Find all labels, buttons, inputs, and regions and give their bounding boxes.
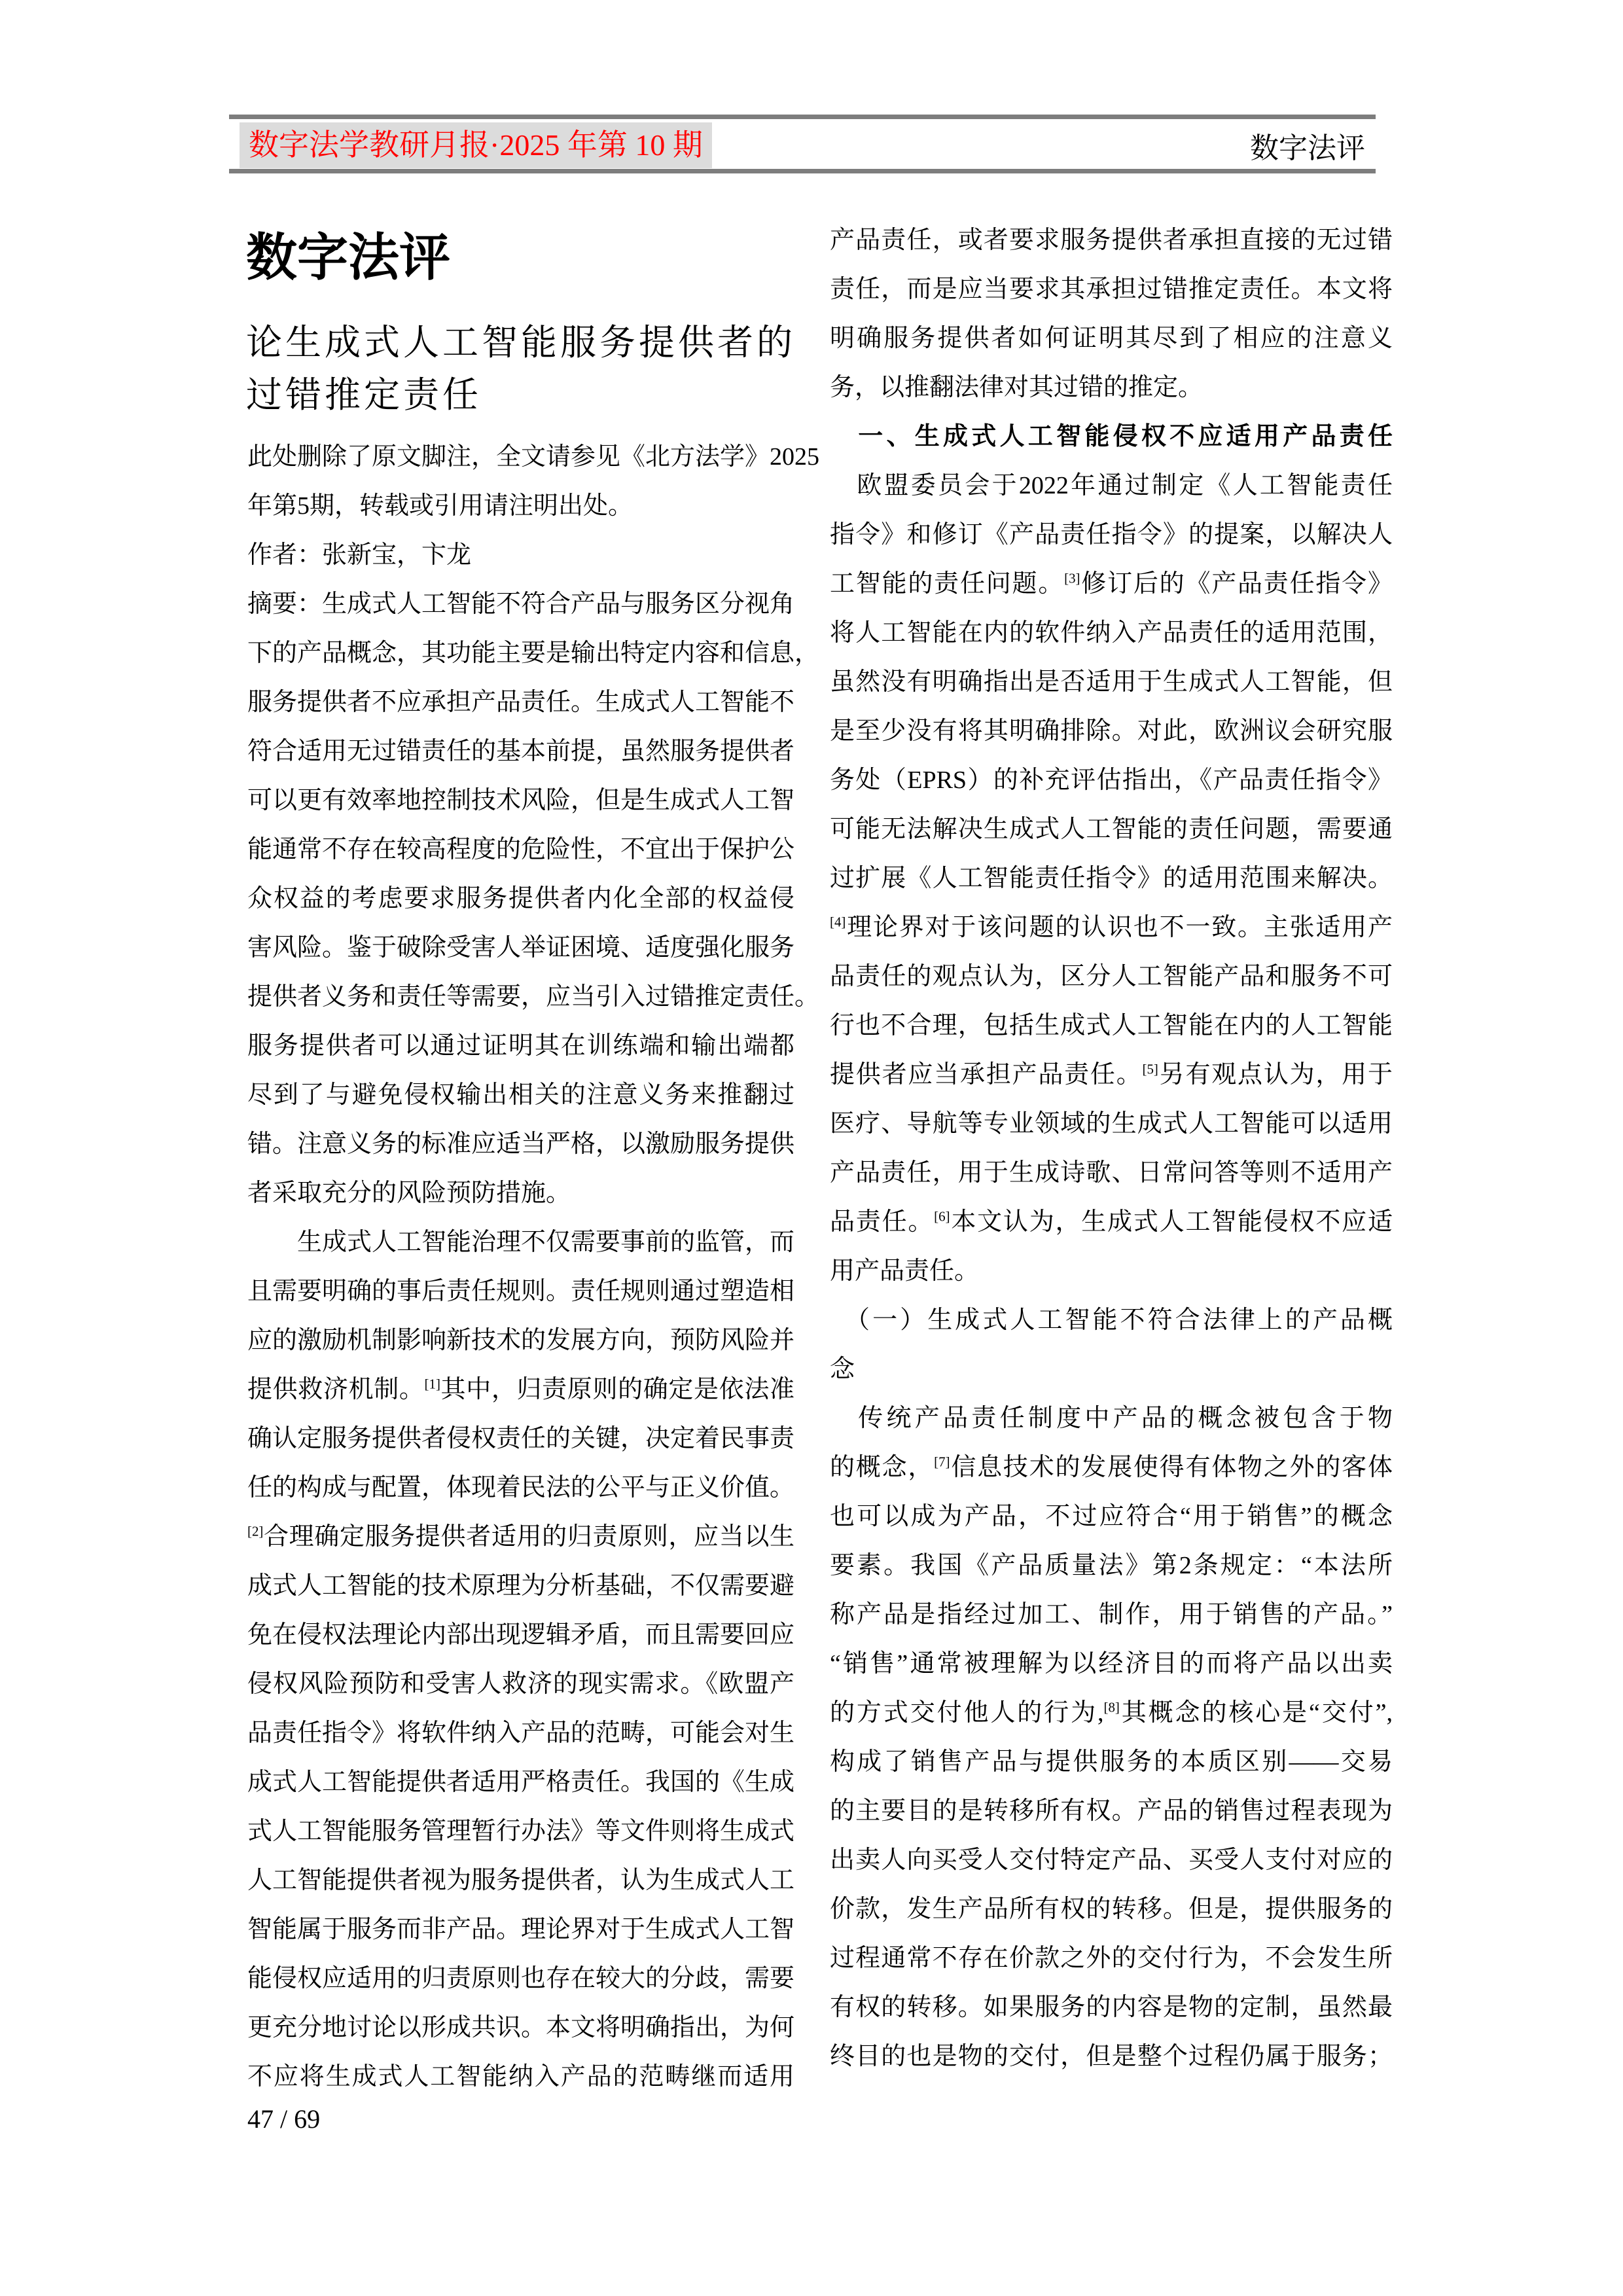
- header-section-label: 数字法评: [1250, 132, 1365, 164]
- text-line: 众权益的考虑要求服务提供者内化全部的权益侵: [247, 885, 794, 912]
- article-subtitle: [246, 317, 796, 422]
- text-line: 终目的也是物的交付，但是整个过程仍属于服务；: [830, 2043, 1393, 2070]
- text-line: （一）生成式人工智能不符合法律上的产品概: [830, 1306, 1393, 1334]
- text-line: 的方式交付他人的行为,[8]其概念的核心是“交付”,: [830, 1699, 1393, 1727]
- text-line: [4]理论界对于该问题的认识也不一致。主张适用产: [830, 914, 1393, 941]
- text-line: 式人工智能服务管理暂行办法》等文件则将生成式: [247, 1818, 795, 1845]
- text-line: 生成式人工智能治理不仅需要事前的监管，而: [247, 1229, 795, 1256]
- text-line: 务，以推翻法律对其过错的推定。: [830, 374, 1204, 401]
- text-line: 错。注意义务的标准应适当严格，以激励服务提供: [247, 1130, 795, 1158]
- text-line: 提供者应当承担产品责任。[5]另有观点认为，用于: [830, 1061, 1393, 1088]
- text-line: 尽到了与避免侵权输出相关的注意义务来推翻过: [247, 1081, 794, 1109]
- text-line: 可能无法解决生成式人工智能的责任问题，需要通: [830, 816, 1393, 843]
- text-line: 者采取充分的风险预防措施。: [247, 1179, 571, 1207]
- page-title: 数字法评: [246, 228, 451, 286]
- text-line: 工智能的责任问题。[3]修订后的《产品责任指令》: [830, 570, 1393, 598]
- text-line: 要素。我国《产品质量法》第2条规定：“本法所: [830, 1552, 1393, 1579]
- text-line: 的主要目的是转移所有权。产品的销售过程表现为: [830, 1797, 1393, 1825]
- text-line: 产品责任，或者要求服务提供者承担直接的无过错: [830, 226, 1393, 254]
- text-line: 智能属于服务而非产品。理论界对于生成式人工智: [247, 1916, 795, 1943]
- text-line: 将人工智能在内的软件纳入产品责任的适用范围，: [830, 619, 1393, 647]
- left-column: [247, 433, 820, 2102]
- journal-header-highlight: 数字法学教研月报·2025 年第 10 期: [240, 122, 712, 168]
- text-line: 能通常不存在较高程度的危险性，不宜出于保护公: [247, 836, 795, 863]
- text-line: 品责任的观点认为，区分人工智能产品和服务不可: [830, 963, 1393, 990]
- text-line: 提供者义务和责任等需要，应当引入过错推定责任。: [247, 983, 820, 1011]
- text-line: 成式人工智能提供者适用严格责任。我国的《生成: [247, 1768, 795, 1796]
- text-line: 符合适用无过错责任的基本前提，虽然服务提供者: [247, 738, 795, 765]
- text-line: 称产品是指经过加工、制作，用于销售的产品。”: [830, 1601, 1393, 1628]
- text-line: 且需要明确的事后责任规则。责任规则通过塑造相: [247, 1278, 795, 1305]
- text-line: 是至少没有将其明确排除。对此，欧洲议会研究服: [830, 717, 1393, 745]
- text-line: 也可以成为产品，不过应符合“用于销售”的概念: [830, 1503, 1393, 1530]
- text-line: 应的激励机制影响新技术的发展方向，预防风险并: [247, 1327, 795, 1354]
- text-line: 年第5期，转载或引用请注明出处。: [247, 492, 633, 520]
- heading-line: 一、生成式人工智能侵权不应适用产品责任: [830, 423, 1393, 450]
- text-line: 品责任指令》将软件纳入产品的范畴，可能会对生: [247, 1719, 795, 1747]
- text-line: 免在侵权法理论内部出现逻辑矛盾，而且需要回应: [247, 1621, 795, 1649]
- text-line: 任的构成与配置，体现着民法的公平与正义价值。: [247, 1474, 795, 1501]
- text-line: 有权的转移。如果服务的内容是物的定制，虽然最: [830, 1994, 1393, 2021]
- text-line: 更充分地讨论以形成共识。本文将明确指出，为何: [247, 2014, 795, 2041]
- text-line: 可以更有效率地控制技术风险，但是生成式人工智: [247, 787, 795, 814]
- text-line: 此处删除了原文脚注，全文请参见《北方法学》2025: [247, 443, 820, 471]
- text-line: 害风险。鉴于破除受害人举证困境、适度强化服务: [247, 934, 795, 961]
- text-line: “销售”通常被理解为以经济目的而将产品以出卖: [830, 1650, 1393, 1677]
- article-subtitle-line: 过错推定责任: [246, 375, 482, 415]
- page-number: 47 / 69: [247, 2104, 321, 2134]
- text-line: 能侵权应适用的归责原则也存在较大的分歧，需要: [247, 1965, 795, 1992]
- text-line: 虽然没有明确指出是否适用于生成式人工智能，但: [830, 668, 1393, 696]
- text-line: 指令》和修订《产品责任指令》的提案，以解决人: [830, 521, 1393, 548]
- text-line: 明确服务提供者如何证明其尽到了相应的注意义: [830, 325, 1393, 352]
- header-rule-top: [229, 115, 1376, 119]
- text-line: 成式人工智能的技术原理为分析基础，不仅需要避: [247, 1572, 795, 1600]
- text-line: 过程通常不存在价款之外的交付行为，不会发生所: [830, 1945, 1393, 1972]
- text-line: 品责任。[6]本文认为，生成式人工智能侵权不应适: [830, 1208, 1393, 1236]
- text-line: 的概念，[7]信息技术的发展使得有体物之外的客体: [830, 1454, 1393, 1481]
- article-subtitle-line: 论生成式人工智能服务提供者的: [246, 323, 796, 363]
- text-line: 责任，而是应当要求其承担过错推定责任。本文将: [830, 276, 1393, 303]
- right-column: [830, 216, 1393, 2081]
- text-line: 价款，发生产品所有权的转移。但是，提供服务的: [830, 1895, 1393, 1923]
- text-line: 提供救济机制。[1]其中，归责原则的确定是依法准: [247, 1376, 794, 1403]
- text-line: 侵权风险预防和受害人救济的现实需求。《欧盟产: [247, 1670, 794, 1698]
- text-line: 念: [830, 1355, 855, 1383]
- text-line: 出卖人向买受人交付特定产品、买受人支付对应的: [830, 1846, 1393, 1874]
- text-line: 服务提供者可以通过证明其在训练端和输出端都: [247, 1032, 794, 1060]
- text-line: 摘要：生成式人工智能不符合产品与服务区分视角: [247, 590, 795, 618]
- text-line: 用产品责任。: [830, 1257, 980, 1285]
- text-line: 行也不合理，包括生成式人工智能在内的人工智能: [830, 1012, 1393, 1039]
- text-line: 下的产品概念，其功能主要是输出特定内容和信息，: [247, 639, 820, 667]
- text-line: 服务提供者不应承担产品责任。生成式人工智能不: [247, 689, 795, 716]
- text-line: 人工智能提供者视为服务提供者，认为生成式人工: [247, 1867, 795, 1894]
- text-line: 过扩展《人工智能责任指令》的适用范围来解决。: [830, 865, 1393, 892]
- text-line: 确认定服务提供者侵权责任的关键，决定着民事责: [247, 1425, 795, 1452]
- text-line: 医疗、导航等专业领域的生成式人工智能可以适用: [830, 1110, 1393, 1138]
- text-line: 务处（EPRS）的补充评估指出，《产品责任指令》: [830, 766, 1393, 794]
- text-line: 传统产品责任制度中产品的概念被包含于物: [830, 1405, 1393, 1432]
- text-line: 产品责任，用于生成诗歌、日常问答等则不适用产: [830, 1159, 1393, 1187]
- text-line: 构成了销售产品与提供服务的本质区别——交易: [830, 1748, 1393, 1776]
- header-rule-bottom: [229, 169, 1376, 173]
- text-line: [2]合理确定服务提供者适用的归责原则，应当以生: [247, 1523, 794, 1551]
- text-line: 不应将生成式人工智能纳入产品的范畴继而适用: [247, 2063, 794, 2090]
- text-line: 欧盟委员会于2022年通过制定《人工智能责任: [830, 472, 1393, 499]
- text-line: 作者：张新宝，卞龙: [247, 541, 472, 569]
